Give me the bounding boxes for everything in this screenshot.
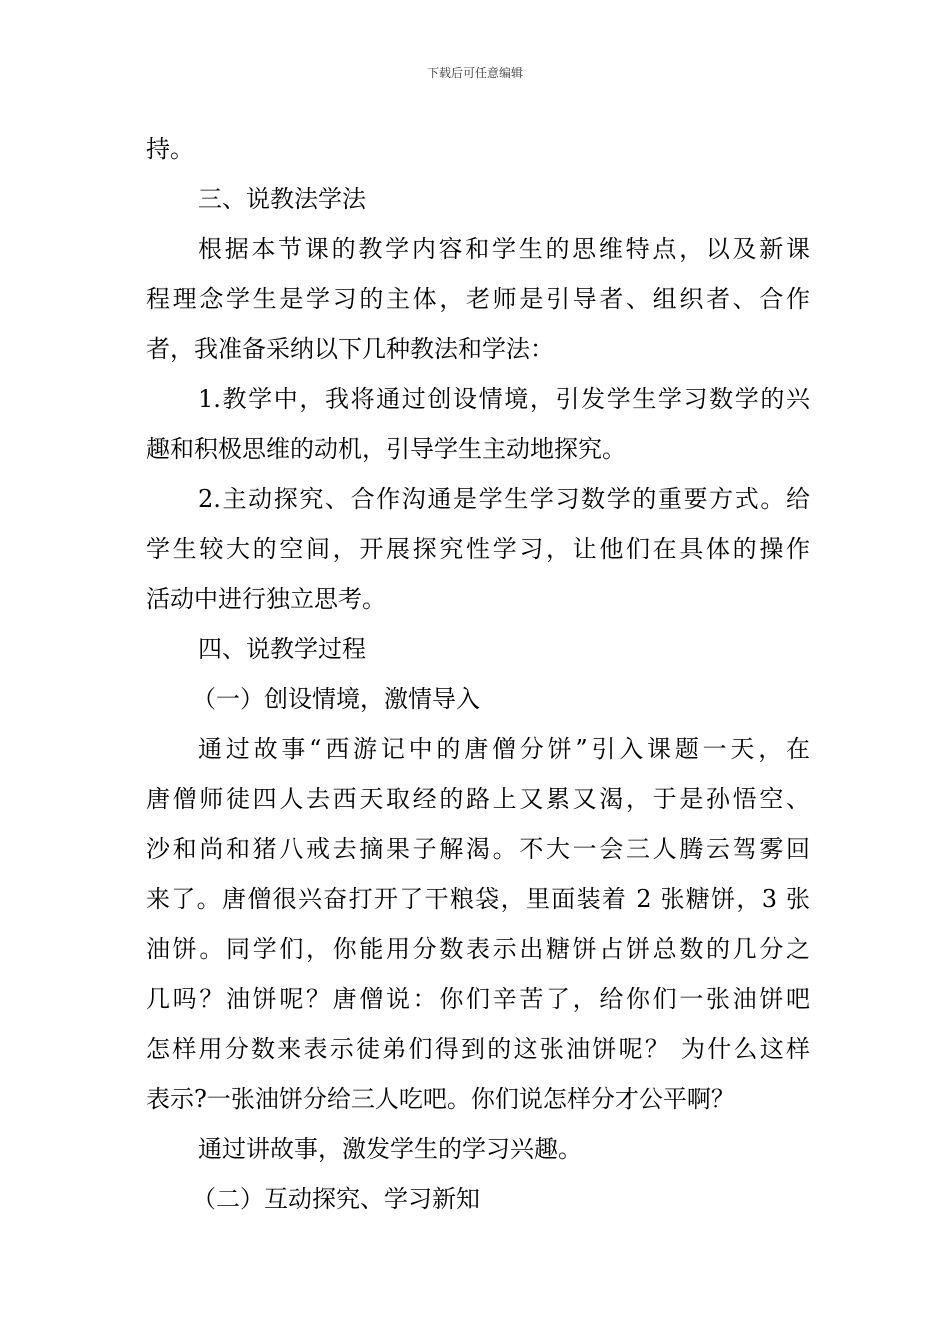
text-line: 学生较大的空间，开展探究性学习，让他们在具体的操作: [146, 535, 810, 563]
text-line: 趣和积极思维的动机，引导学生主动地探究。: [146, 435, 626, 463]
text-line: 者，我准备采纳以下几种教法和学法：: [146, 335, 554, 363]
text-line: 油饼。同学们，你能用分数表示出糖饼占饼总数的几分之: [146, 935, 810, 963]
text-line: 2.主动探究、合作沟通是学生学习数学的重要方式。给: [198, 485, 810, 513]
text-line: 根据本节课的教学内容和学生的思维特点，以及新课: [198, 235, 810, 263]
subsection-heading: （一）创设情境，激情导入: [192, 685, 480, 713]
text-line: 1.教学中，我将通过创设情境，引发学生学习数学的兴: [198, 385, 810, 413]
text-line: 来了。唐僧很兴奋打开了干粮袋，里面装着 2 张糖饼，3 张: [146, 885, 810, 913]
text-line: 怎样用分数来表示徒弟们得到的这张油饼呢？ 为什么这样: [146, 1035, 810, 1063]
text-line: 几吗？油饼呢？唐僧说：你们辛苦了，给你们一张油饼吧: [146, 985, 810, 1013]
text-line: 通过故事“西游记中的唐僧分饼”引入课题一天，在: [198, 735, 810, 763]
text-line: 唐僧师徒四人去西天取经的路上又累又渴，于是孙悟空、: [146, 785, 810, 813]
text-line: 沙和尚和猪八戒去摘果子解渴。不大一会三人腾云驾雾回: [146, 835, 810, 863]
document-body: [146, 124, 810, 1224]
section-heading: 三、说教法学法: [198, 185, 366, 213]
section-heading: 四、说教学过程: [198, 635, 366, 663]
text-line: 表示?一张油饼分给三人吃吧。你们说怎样分才公平啊？: [146, 1085, 735, 1113]
text-line: 程理念学生是学习的主体，老师是引导者、组织者、合作: [146, 285, 810, 313]
subsection-heading: （二）互动探究、学习新知: [192, 1185, 480, 1213]
text-line: 活动中进行独立思考。: [146, 585, 386, 613]
text-line: 通过讲故事，激发学生的学习兴趣。: [198, 1135, 582, 1163]
page-header-note: 下载后可任意编辑: [426, 66, 523, 80]
text-line: 持。: [146, 135, 194, 163]
